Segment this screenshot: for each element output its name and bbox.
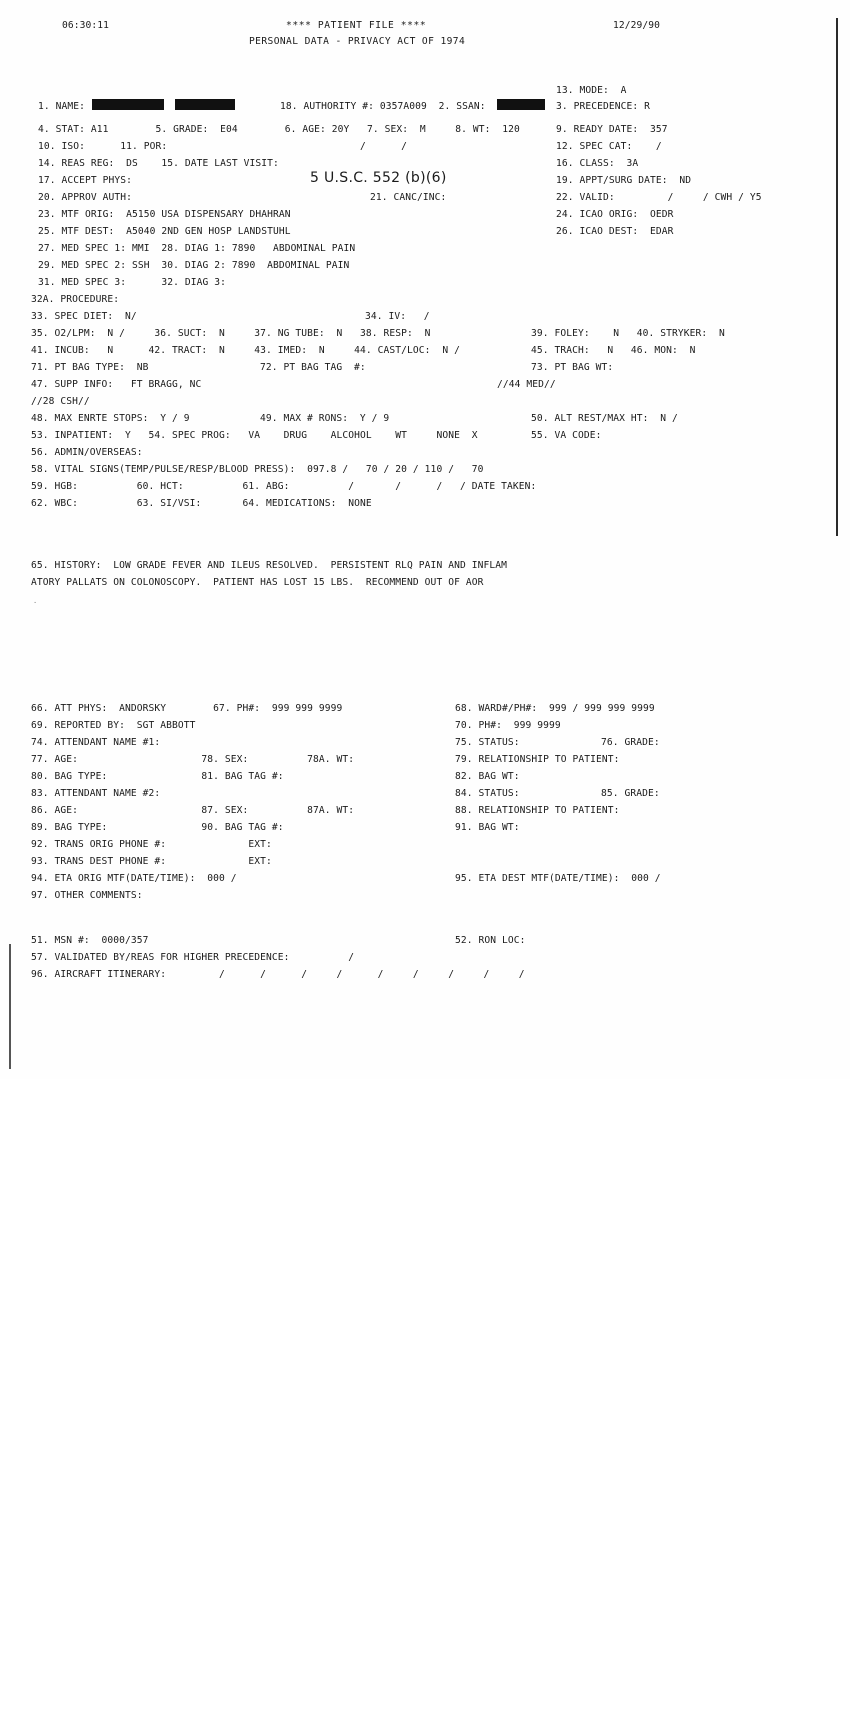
field-11-por-values: / /	[360, 141, 408, 152]
redaction-name-block-2	[175, 99, 235, 110]
annotation-44-med: //44 MED//	[497, 379, 556, 390]
field-21-canc-inc: 21. CANC/INC:	[370, 192, 447, 203]
field-57-validated-by: 57. VALIDATED BY/REAS FOR HIGHER PRECEDENCE: /	[31, 952, 355, 963]
field-68-ward-ph: 68. WARD#/PH#: 999 / 999 999 9999	[455, 703, 655, 714]
field-24-icao-orig: 24. ICAO ORIG: OEDR	[556, 209, 674, 220]
field-1-name-label: 1. NAME:	[38, 101, 86, 112]
field-50-alt-rest-max-ht: 50. ALT REST/MAX HT: N /	[531, 413, 678, 424]
field-79-relationship: 79. RELATIONSHIP TO PATIENT:	[455, 754, 620, 765]
field-29-med-spec-2: 29. MED SPEC 2: SSH 30. DIAG 2: 7890 ABDOMINAL PAIN	[38, 260, 350, 271]
field-13-mode: 13. MODE: A	[556, 85, 627, 96]
field-65-history-line1: 65. HISTORY: LOW GRADE FEVER AND ILEUS RESOLVED. PERSISTENT RLQ PAIN AND INFLAM	[31, 560, 507, 571]
field-94-eta-orig-mtf: 94. ETA ORIG MTF(DATE/TIME): 000 /	[31, 873, 237, 884]
field-72-pt-bag-tag: 72. PT BAG TAG #:	[260, 362, 366, 373]
field-88-relationship: 88. RELATIONSHIP TO PATIENT:	[455, 805, 620, 816]
field-62-wbc-row: 62. WBC: 63. SI/VSI: 64. MEDICATIONS: NONE	[31, 498, 372, 509]
field-48-max-enrte-stops: 48. MAX ENRTE STOPS: Y / 9	[31, 413, 190, 424]
field-12-spec-cat: 12. SPEC CAT: /	[556, 141, 662, 152]
field-9-ready-date: 9. READY DATE: 357	[556, 124, 668, 135]
field-10-iso: 10. ISO: 11. POR:	[38, 141, 168, 152]
field-45-trach-mon: 45. TRACH: N 46. MON: N	[531, 345, 696, 356]
field-80-bag-type-row: 80. BAG TYPE: 81. BAG TAG #:	[31, 771, 284, 782]
field-4-stat-row: 4. STAT: A11 5. GRADE: E04 6. AGE: 20Y 7. SEX: M 8. WT: 120	[38, 124, 520, 135]
field-20-approv-auth: 20. APPROV AUTH:	[38, 192, 133, 203]
field-95-eta-dest-mtf: 95. ETA DEST MTF(DATE/TIME): 000 /	[455, 873, 661, 884]
field-52-ron-loc: 52. RON LOC:	[455, 935, 526, 946]
field-47-supp-info: 47. SUPP INFO: FT BRAGG, NC	[31, 379, 202, 390]
field-93-trans-dest-phone: 93. TRANS DEST PHONE #: EXT:	[31, 856, 272, 867]
field-49-max-rons: 49. MAX # RONS: Y / 9	[260, 413, 390, 424]
field-70-ph: 70. PH#: 999 9999	[455, 720, 561, 731]
field-19-appt-surg-date: 19. APPT/SURG DATE: ND	[556, 175, 692, 186]
field-53-inpatient: 53. INPATIENT: Y 54. SPEC PROG: VA DRUG ALCOHOL WT NONE X	[31, 430, 478, 441]
field-31-med-spec-3: 31. MED SPEC 3: 32. DIAG 3:	[38, 277, 227, 288]
field-65-history-line2: ATORY PALLATS ON COLONOSCOPY. PATIENT HAS LOST 15 LBS. RECOMMEND OUT OF AOR	[31, 577, 484, 588]
header-date: 12/29/90	[613, 20, 661, 31]
field-77-age-row: 77. AGE: 78. SEX: 78A. WT:	[31, 754, 355, 765]
field-66-att-phys: 66. ATT PHYS: ANDORSKY 67. PH#: 999 999 9999	[31, 703, 343, 714]
field-75-status: 75. STATUS:	[455, 737, 520, 748]
stray-scan-mark: .	[33, 597, 38, 605]
field-86-age-row: 86. AGE: 87. SEX: 87A. WT:	[31, 805, 355, 816]
field-84-status: 84. STATUS:	[455, 788, 520, 799]
field-59-hgb-row: 59. HGB: 60. HCT: 61. ABG: / / / / DATE TAKEN:	[31, 481, 537, 492]
header-time: 06:30:11	[62, 20, 110, 31]
field-22-valid: 22. VALID: / / CWH / Y5	[556, 192, 762, 203]
field-82-bag-wt: 82. BAG WT:	[455, 771, 520, 782]
redaction-name-block-1	[92, 99, 164, 110]
header-title-line1: **** PATIENT FILE ****	[286, 20, 427, 31]
field-26-icao-dest: 26. ICAO DEST: EDAR	[556, 226, 674, 237]
field-92-trans-orig-phone: 92. TRANS ORIG PHONE #: EXT:	[31, 839, 272, 850]
field-83-attendant-name-2: 83. ATTENDANT NAME #2:	[31, 788, 161, 799]
field-23-mtf-orig: 23. MTF ORIG: A5150 USA DISPENSARY DHAHRAN	[38, 209, 291, 220]
annotation-28-csh: //28 CSH//	[31, 396, 90, 407]
field-55-va-code: 55. VA CODE:	[531, 430, 602, 441]
field-85-grade: 85. GRADE:	[601, 788, 660, 799]
field-96-aircraft-itinerary: 96. AIRCRAFT ITINERARY: / / / / / / / / /	[31, 969, 525, 980]
field-14-reas-reg: 14. REAS REG: DS 15. DATE LAST VISIT:	[38, 158, 279, 169]
field-91-bag-wt: 91. BAG WT:	[455, 822, 520, 833]
field-51-msn: 51. MSN #: 0000/357	[31, 935, 149, 946]
field-34-iv: 34. IV: /	[365, 311, 430, 322]
field-73-pt-bag-wt: 73. PT BAG WT:	[531, 362, 614, 373]
field-27-med-spec-1: 27. MED SPEC 1: MMI 28. DIAG 1: 7890 ABDOMINAL PAIN	[38, 243, 356, 254]
field-25-mtf-dest: 25. MTF DEST: A5040 2ND GEN HOSP LANDSTUHL	[38, 226, 291, 237]
field-56-admin-overseas: 56. ADMIN/OVERSEAS:	[31, 447, 143, 458]
field-18-authority-and-2-ssan: 18. AUTHORITY #: 0357A009 2. SSAN:	[280, 101, 486, 112]
field-35-o2-row: 35. O2/LPM: N / 36. SUCT: N 37. NG TUBE: N 38. RESP: N	[31, 328, 431, 339]
field-33-spec-diet: 33. SPEC DIET: N/	[31, 311, 137, 322]
field-74-attendant-name-1: 74. ATTENDANT NAME #1:	[31, 737, 161, 748]
field-97-other-comments: 97. OTHER COMMENTS:	[31, 890, 143, 901]
field-58-vital-signs: 58. VITAL SIGNS(TEMP/PULSE/RESP/BLOOD PRESS): 097.8 / 70 / 20 / 110 / 70	[31, 464, 484, 475]
field-16-class: 16. CLASS: 3A	[556, 158, 639, 169]
field-32a-procedure: 32A. PROCEDURE:	[31, 294, 120, 305]
field-89-bag-type-row: 89. BAG TYPE: 90. BAG TAG #:	[31, 822, 284, 833]
field-76-grade: 76. GRADE:	[601, 737, 660, 748]
header-title-line2: PERSONAL DATA - PRIVACY ACT OF 1974	[249, 36, 466, 47]
field-69-reported-by: 69. REPORTED BY: SGT ABBOTT	[31, 720, 196, 731]
field-41-incub-row: 41. INCUB: N 42. TRACT: N 43. IMED: N 44. CAST/LOC: N /	[31, 345, 460, 356]
redaction-ssan-block	[497, 99, 545, 110]
field-3-precedence: 3. PRECEDENCE: R	[556, 101, 651, 112]
field-39-foley-stryker: 39. FOLEY: N 40. STRYKER: N	[531, 328, 725, 339]
foia-exemption-citation: 5 U.S.C. 552 (b)(6)	[310, 170, 447, 186]
field-17-accept-phys: 17. ACCEPT PHYS:	[38, 175, 133, 186]
field-71-pt-bag-type: 71. PT BAG TYPE: NB	[31, 362, 149, 373]
